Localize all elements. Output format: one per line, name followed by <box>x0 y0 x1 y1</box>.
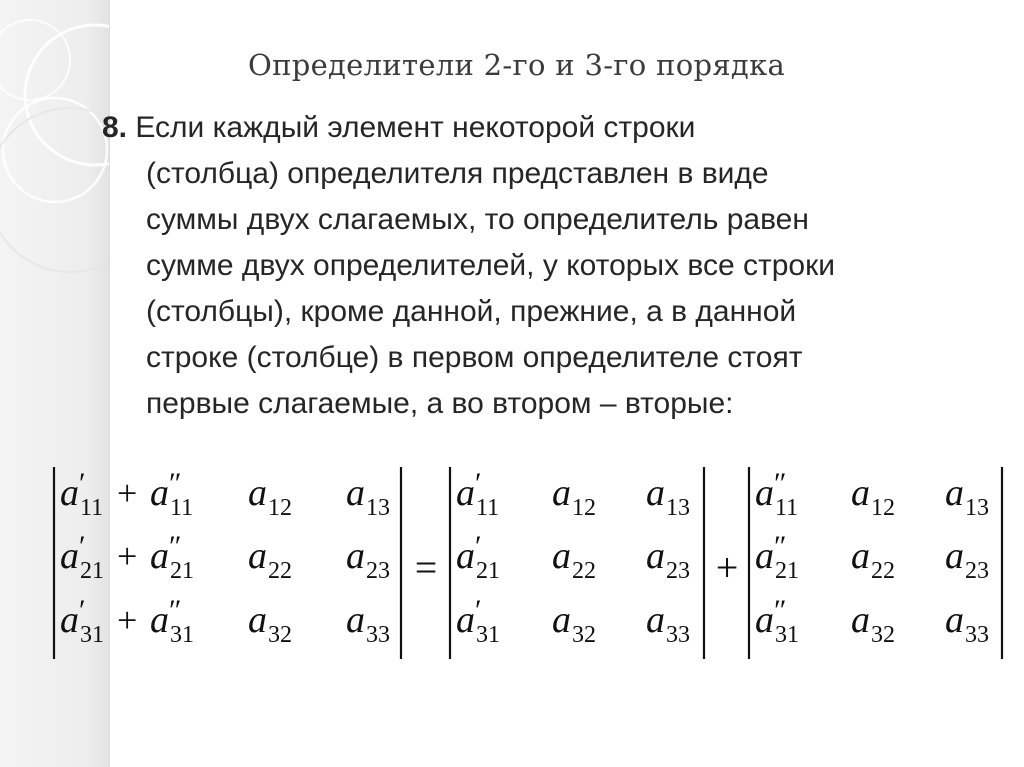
left-matrix-r2c1-first-subscript: 21 <box>80 558 104 584</box>
plus-sign: + <box>715 545 739 590</box>
middle-matrix-r2c1-subscript: 21 <box>476 558 500 584</box>
right-matrix-r3c1-prime: ″ <box>774 594 787 627</box>
left-matrix-r1c2-letter: a <box>248 472 267 514</box>
right-matrix-r2c2-subscript: 22 <box>871 558 895 584</box>
middle-matrix-r2c2-letter: a <box>552 535 571 577</box>
left-matrix-r3c1-first-letter: a <box>60 599 79 641</box>
right-matrix-r1c1-prime: ″ <box>774 467 787 500</box>
formula-svg <box>0 455 1024 675</box>
middle-matrix-r2c3-letter: a <box>646 535 665 577</box>
paragraph-line: (столбца) определителя представлен в виде <box>146 157 769 190</box>
right-matrix-r1c1-letter: a <box>755 472 774 514</box>
left-matrix-r3c3-letter: a <box>346 599 365 641</box>
left-matrix-r2c1-plus: + <box>117 536 138 576</box>
middle-matrix-r3c1-letter: a <box>456 599 475 641</box>
right-matrix-r2c3-subscript: 23 <box>965 558 989 584</box>
left-matrix-r3c2-letter: a <box>248 599 267 641</box>
middle-matrix-r1c3-subscript: 13 <box>666 495 690 521</box>
right-matrix-r2c3-letter: a <box>945 535 964 577</box>
right-matrix-r2c1-letter: a <box>755 535 774 577</box>
left-matrix-r2c1-first-prime: ′ <box>79 530 86 563</box>
right-matrix-r1c1-subscript: 11 <box>775 495 799 521</box>
left-matrix-r3c1-second-letter: a <box>150 599 169 641</box>
left-matrix-r2c3-subscript: 23 <box>366 558 390 584</box>
middle-matrix-r3c2-subscript: 32 <box>572 622 596 648</box>
left-matrix-r1c1-second-prime: ″ <box>169 467 182 500</box>
left-matrix-r1c1-first-subscript: 11 <box>80 495 104 521</box>
paragraph-line: Если каждый элемент некоторой строки <box>135 111 696 144</box>
middle-matrix-r1c3-letter: a <box>646 472 665 514</box>
right-matrix-r2c1-subscript: 21 <box>775 558 799 584</box>
left-matrix-r2c1-second-prime: ″ <box>169 530 182 563</box>
left-matrix-r3c2-subscript: 32 <box>268 622 292 648</box>
right-matrix-r1c2-letter: a <box>851 472 870 514</box>
left-matrix-r3c1-first-subscript: 31 <box>80 622 104 648</box>
left-matrix-r2c1-second-subscript: 21 <box>170 558 194 584</box>
right-matrix-r1c2-subscript: 12 <box>871 495 895 521</box>
middle-matrix-r1c2-subscript: 12 <box>572 495 596 521</box>
middle-matrix-r3c3-letter: a <box>646 599 665 641</box>
middle-matrix-r3c3-subscript: 33 <box>666 622 690 648</box>
middle-matrix-r1c1-prime: ′ <box>475 467 482 500</box>
left-matrix-r1c1-second-letter: a <box>150 472 169 514</box>
theorem-text <box>102 105 982 427</box>
paragraph-line: суммы двух слагаемых, то определитель равен <box>146 203 809 236</box>
middle-matrix-r2c2-subscript: 22 <box>572 558 596 584</box>
slide-title: Определители 2-го и 3-го порядка <box>248 48 786 82</box>
middle-matrix-r1c1-letter: a <box>456 472 475 514</box>
middle-matrix-r1c2-letter: a <box>552 472 571 514</box>
right-matrix-r3c1-letter: a <box>755 599 774 641</box>
right-matrix-r3c2-subscript: 32 <box>871 622 895 648</box>
right-matrix-r2c2-letter: a <box>851 535 870 577</box>
left-matrix-r1c2-subscript: 12 <box>268 495 292 521</box>
theorem-line-1 <box>102 105 982 151</box>
left-matrix-r1c1-second-subscript: 11 <box>170 495 194 521</box>
left-matrix-r3c1-second-prime: ″ <box>169 594 182 627</box>
paragraph-line: строке (столбце) в первом определителе стоят <box>146 341 803 374</box>
middle-matrix-r2c1-letter: a <box>456 535 475 577</box>
paragraph-line: сумме двух определителей, у которых все строки <box>146 249 835 282</box>
middle-matrix-r1c1-subscript: 11 <box>476 495 500 521</box>
right-matrix-r1c3-subscript: 13 <box>965 495 989 521</box>
middle-matrix-r2c1-prime: ′ <box>475 530 482 563</box>
right-matrix-r2c1-prime: ″ <box>774 530 787 563</box>
left-matrix-r3c1-first-prime: ′ <box>79 594 86 627</box>
left-matrix-r1c3-letter: a <box>346 472 365 514</box>
middle-matrix-r3c1-subscript: 31 <box>476 622 500 648</box>
right-matrix-r3c2-letter: a <box>851 599 870 641</box>
left-matrix-r1c1-first-letter: a <box>60 472 79 514</box>
right-matrix-r3c3-letter: a <box>945 599 964 641</box>
paragraph-line: (столбцы), кроме данной, прежние, а в данной <box>146 295 797 328</box>
middle-matrix-r2c3-subscript: 23 <box>666 558 690 584</box>
left-matrix-r2c3-letter: a <box>346 535 365 577</box>
middle-matrix-r3c1-prime: ′ <box>475 594 482 627</box>
left-matrix-r3c1-plus: + <box>117 600 138 640</box>
equals-sign: = <box>414 545 438 590</box>
left-matrix-r1c3-subscript: 13 <box>366 495 390 521</box>
determinant-formula <box>0 455 1024 675</box>
left-matrix-r2c1-second-letter: a <box>150 535 169 577</box>
left-matrix-r1c1-first-prime: ′ <box>79 467 86 500</box>
left-matrix-r3c1-second-subscript: 31 <box>170 622 194 648</box>
left-matrix-r1c1-plus: + <box>117 473 138 513</box>
middle-matrix-r3c2-letter: a <box>552 599 571 641</box>
right-matrix-r3c1-subscript: 31 <box>775 622 799 648</box>
left-matrix-r3c3-subscript: 33 <box>366 622 390 648</box>
item-number: 8. <box>102 111 128 144</box>
left-matrix-r2c1-first-letter: a <box>60 535 79 577</box>
left-matrix-r2c2-subscript: 22 <box>268 558 292 584</box>
left-matrix-r2c2-letter: a <box>248 535 267 577</box>
right-matrix-r1c3-letter: a <box>945 472 964 514</box>
right-matrix-r3c3-subscript: 33 <box>965 622 989 648</box>
paragraph-line: первые слагаемые, а во втором – вторые: <box>146 387 734 420</box>
